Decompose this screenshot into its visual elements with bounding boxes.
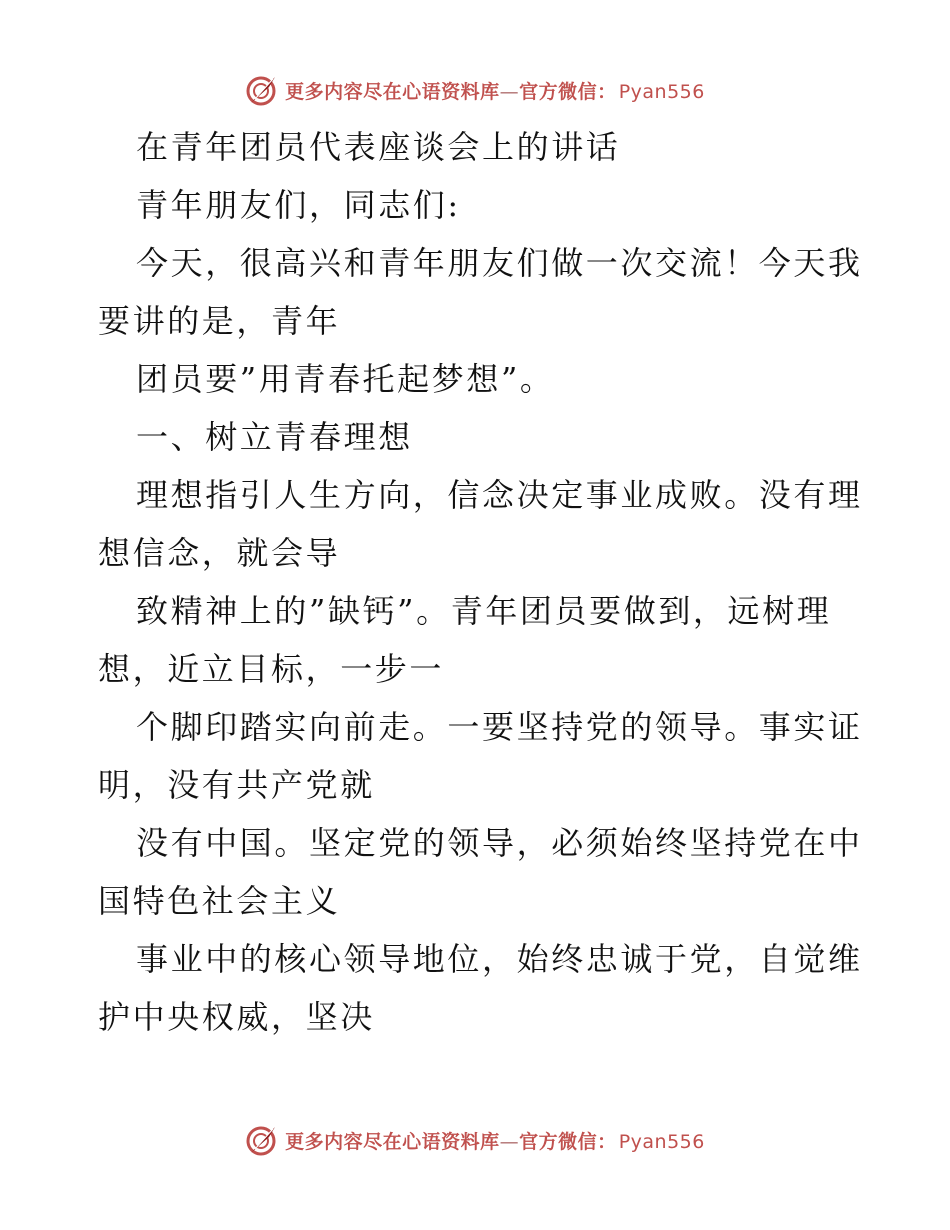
text-line: 今天，很高兴和青年朋友们做一次交流！今天我 [136, 244, 863, 282]
text-line: 护中央权威，坚决 [98, 998, 375, 1036]
text-line: 想信念，就会导 [98, 534, 341, 572]
footer-watermark [0, 1118, 950, 1162]
text-line: 一、树立青春理想 [136, 418, 413, 456]
watermark-text: 更多内容尽在心语资料库—官方微信： Pyan556 [285, 80, 705, 103]
text-line: 青年朋友们，同志们: [136, 186, 461, 224]
text-line: 没有中国。坚定党的领导，必须始终坚持党在中 [136, 824, 863, 862]
text-line: 理想指引人生方向，信念决定事业成败。没有理 [136, 476, 863, 514]
header-watermark [0, 68, 950, 112]
text-line: 要讲的是，青年 [98, 302, 341, 340]
text-line: 致精神上的”缺钙”。青年团员要做到，远树理 [136, 592, 832, 630]
watermark-text: 更多内容尽在心语资料库—官方微信： Pyan556 [285, 1130, 705, 1153]
text-line: 明，没有共产党就 [98, 766, 375, 804]
quill-logo-icon [245, 1123, 279, 1157]
text-line: 在青年团员代表座谈会上的讲话 [136, 128, 621, 166]
text-line: 国特色社会主义 [98, 882, 341, 920]
text-line: 想，近立目标，一步一 [98, 650, 445, 688]
text-line: 事业中的核心领导地位，始终忠诚于党，自觉维 [136, 940, 863, 978]
text-line: 个脚印踏实向前走。一要坚持党的领导。事实证 [136, 708, 863, 746]
quill-logo-icon [245, 73, 279, 107]
document-body [98, 118, 863, 1046]
text-line: 团员要”用青春托起梦想”。 [136, 360, 555, 398]
